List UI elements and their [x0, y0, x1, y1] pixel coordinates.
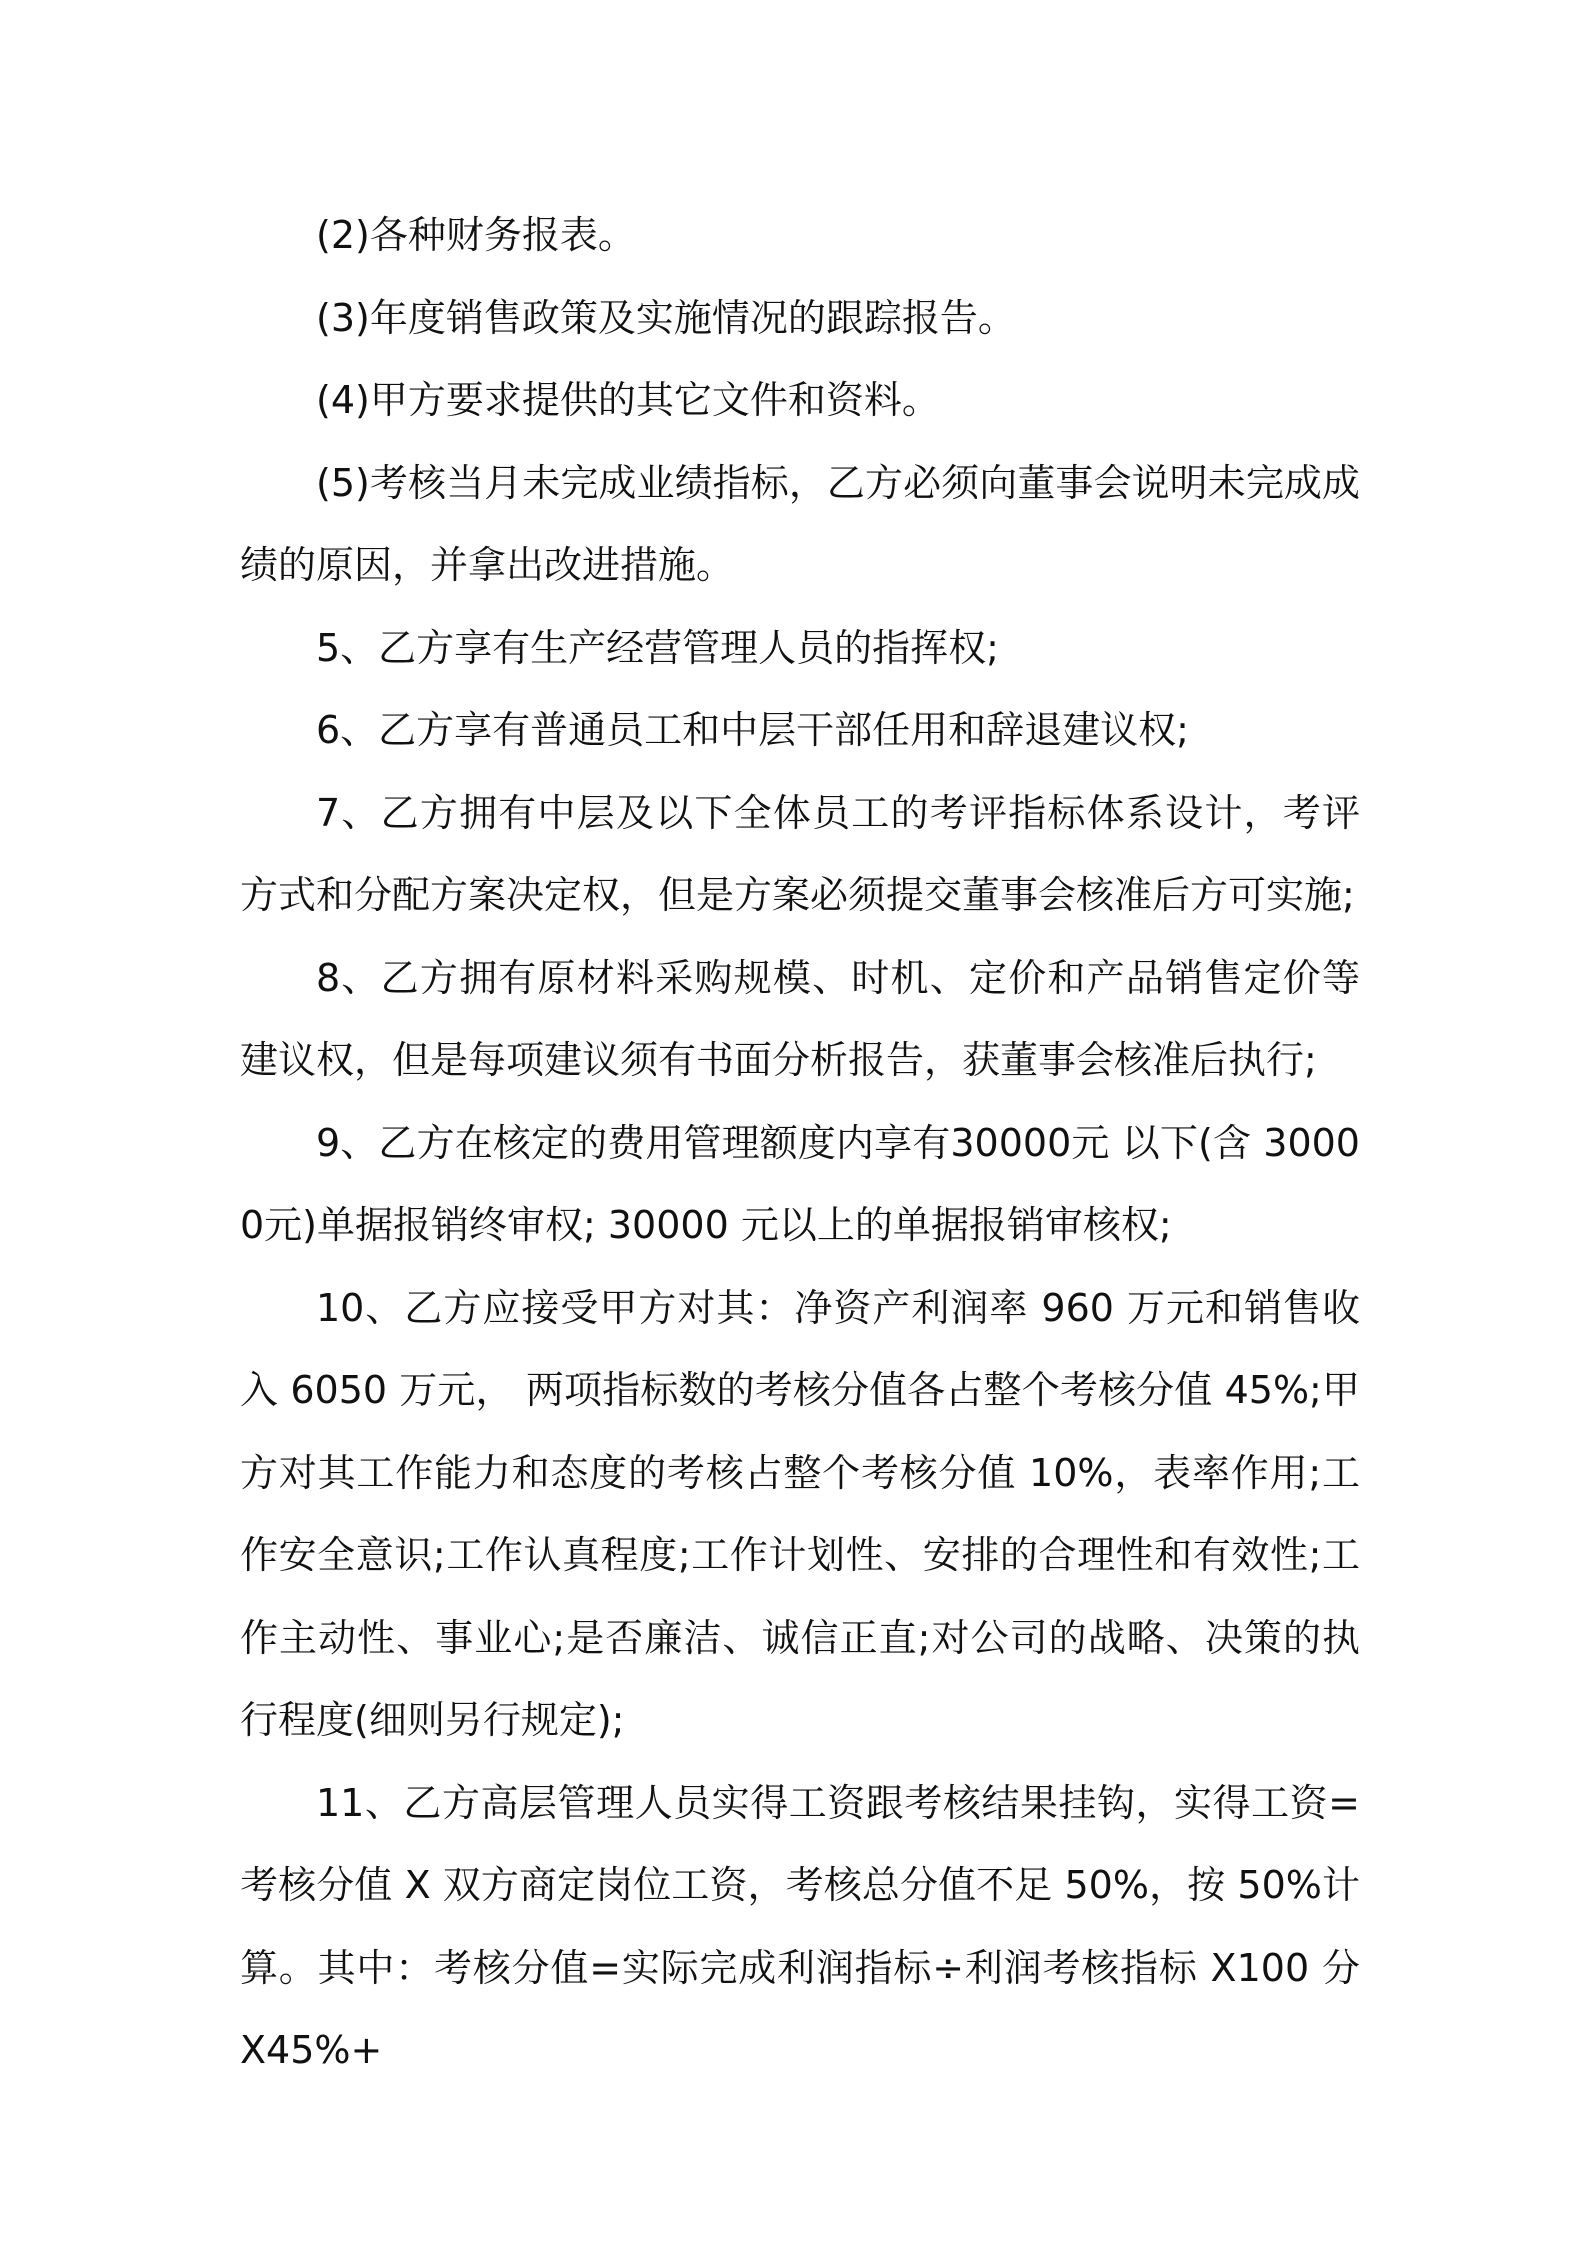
paragraph-clause-5: 5、乙方享有生产经营管理人员的指挥权; — [316, 625, 999, 670]
paragraph-item-2-reports: (2)各种财务报表。 — [316, 213, 636, 257]
paragraph-item-3-sales-policy: (3)年度销售政策及实施情况的跟踪报告。 — [316, 295, 1016, 340]
paragraph-clause-8: 8、乙方拥有原材料采购规模、时机、定价和产品销售定价等建议权，但是每项建议须有书面分析报告，获董事会核准后执行; — [240, 955, 1360, 1082]
paragraph-item-5-performance: (5)考核当月未完成业绩指标，乙方必须向董事会说明未完成成绩的原因，并拿出改进措施。 — [240, 460, 1360, 587]
document-body — [240, 194, 1373, 2092]
paragraph-clause-7: 7、乙方拥有中层及以下全体员工的考评指标体系设计，考评方式和分配方案决定权，但是方案必须提交董事会核准后方可实施; — [240, 790, 1360, 917]
paragraph-clause-9: 9、乙方在核定的费用管理额度内享有30000元 以下(含 30000元)单据报销终审权; 30000 元以上的单据报销审核权; — [240, 1120, 1360, 1247]
paragraph-clause-6: 6、乙方享有普通员工和中层干部任用和辞退建议权; — [316, 708, 1189, 752]
paragraph-item-4-other-docs: (4)甲方要求提供的其它文件和资料。 — [316, 378, 940, 422]
paragraph-clause-10: 10、乙方应接受甲方对其：净资产利润率 960 万元和销售收入 6050 万元， 两项指标数的考核分值各占整个考核分值 45%;甲方对其工作能力和态度的考核占整个考核分值 10%，表率作用;工作安全意识;工作认真程度;工作计划性、安排的合理性和有效性;工作主动性、事业心;是否廉洁、诚信正直;对公司的战略、决策的执行程度(细则另行规定); — [240, 1285, 1360, 1742]
paragraph-clause-11: 11、乙方高层管理人员实得工资跟考核结果挂钩，实得工资=考核分值 X 双方商定岗位工资，考核总分值不足 50%，按 50%计算。其中：考核分值=实际完成利润指标÷利润考核指标 X100 分 X45%+ — [240, 1780, 1373, 2072]
